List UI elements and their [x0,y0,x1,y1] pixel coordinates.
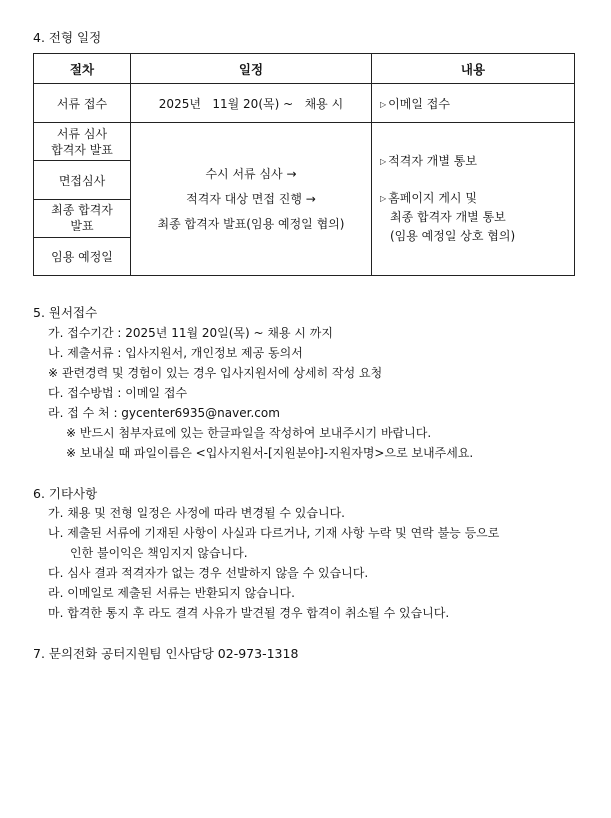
step-cell [34,199,131,237]
header-content: 내용 [372,54,575,84]
section-5-title: 5. 원서접수 [33,305,98,320]
schedule-line: 최종 합격자 발표(임용 예정일 협의) [157,216,345,231]
list-item: 나. 제출서류 : 입사지원서, 개인정보 제공 동의서 [48,346,303,360]
list-item: 라. 이메일로 제출된 서류는 반환되지 않습니다. [48,586,295,600]
content-text: 적격자 개별 통보 [388,154,477,169]
section-7-title: 7. 문의전화 공터지원팀 인사담당 02-973-1318 [33,646,299,661]
step-line: 발표 [70,219,94,234]
step-cell: 서류 접수 [34,84,131,123]
list-item: 나. 제출된 서류에 기재된 사항이 사실과 다르거나, 기재 사항 누락 및 연락 불능 등으로 [48,526,500,540]
schedule-line: 수시 서류 심사 → [205,166,297,181]
step-line: 최종 합격자 [51,203,113,218]
header-step: 절차 [34,54,131,84]
triangle-right-icon: ▷ [380,194,387,204]
list-item: 인한 불이익은 책임지지 않습니다. [70,546,248,560]
triangle-right-icon: ▷ [380,99,387,109]
step-line: 서류 심사 [56,126,108,141]
step-cell [34,123,131,161]
header-schedule: 일정 [131,54,372,84]
triangle-right-icon: ▷ [380,157,387,167]
table-row [34,123,575,161]
table-row [34,84,575,123]
table-header-row [34,54,575,84]
schedule-merged-cell [131,123,372,276]
schedule-table [33,53,575,276]
step-cell: 면접심사 [34,161,131,199]
content-cell [372,84,575,123]
list-item: 다. 심사 결과 적격자가 없는 경우 선발하지 않을 수 있습니다. [48,566,369,580]
content-line [380,152,574,171]
schedule-line: 적격자 대상 면접 진행 → [186,191,316,206]
content-merged-cell [372,123,575,276]
content-text: 이메일 접수 [388,96,450,111]
list-item: 다. 접수방법 : 이메일 접수 [48,386,188,400]
list-item: 가. 접수기간 : 2025년 11월 20일(목) ~ 채용 시 까지 [48,326,333,340]
list-item: ※ 반드시 첨부자료에 있는 한글파일을 작성하여 보내주시기 바랍니다. [66,426,432,440]
list-item: ※ 보내실 때 파일이름은 <입사지원서-[지원분야]-지원자명>으로 보내주세요. [66,446,474,460]
content-text: 홈페이지 게시 및 [388,191,477,206]
spacer [380,171,574,189]
schedule-cell: 2025년 11월 20(목) ~ 채용 시 [131,84,372,123]
list-item: ※ 관련경력 및 경험이 있는 경우 입사지원서에 상세히 작성 요청 [48,366,383,380]
step-line: 합격자 발표 [51,142,113,157]
content-line: 최종 합격자 개별 통보 [390,210,506,225]
content-line: (임용 예정일 상호 협의) [390,229,516,244]
section-6-title: 6. 기타사항 [33,486,98,501]
list-item: 마. 합격한 통지 후 라도 결격 사유가 발견될 경우 합격이 취소될 수 있습니다. [48,606,450,620]
list-item: 가. 채용 및 전형 일정은 사정에 따라 변경될 수 있습니다. [48,506,345,520]
step-cell: 임용 예정일 [34,237,131,275]
list-item: 라. 접 수 처 : gycenter6935@naver.com [48,406,280,420]
section-4-title: 4. 전형 일정 [33,30,102,45]
content-line [380,189,574,208]
